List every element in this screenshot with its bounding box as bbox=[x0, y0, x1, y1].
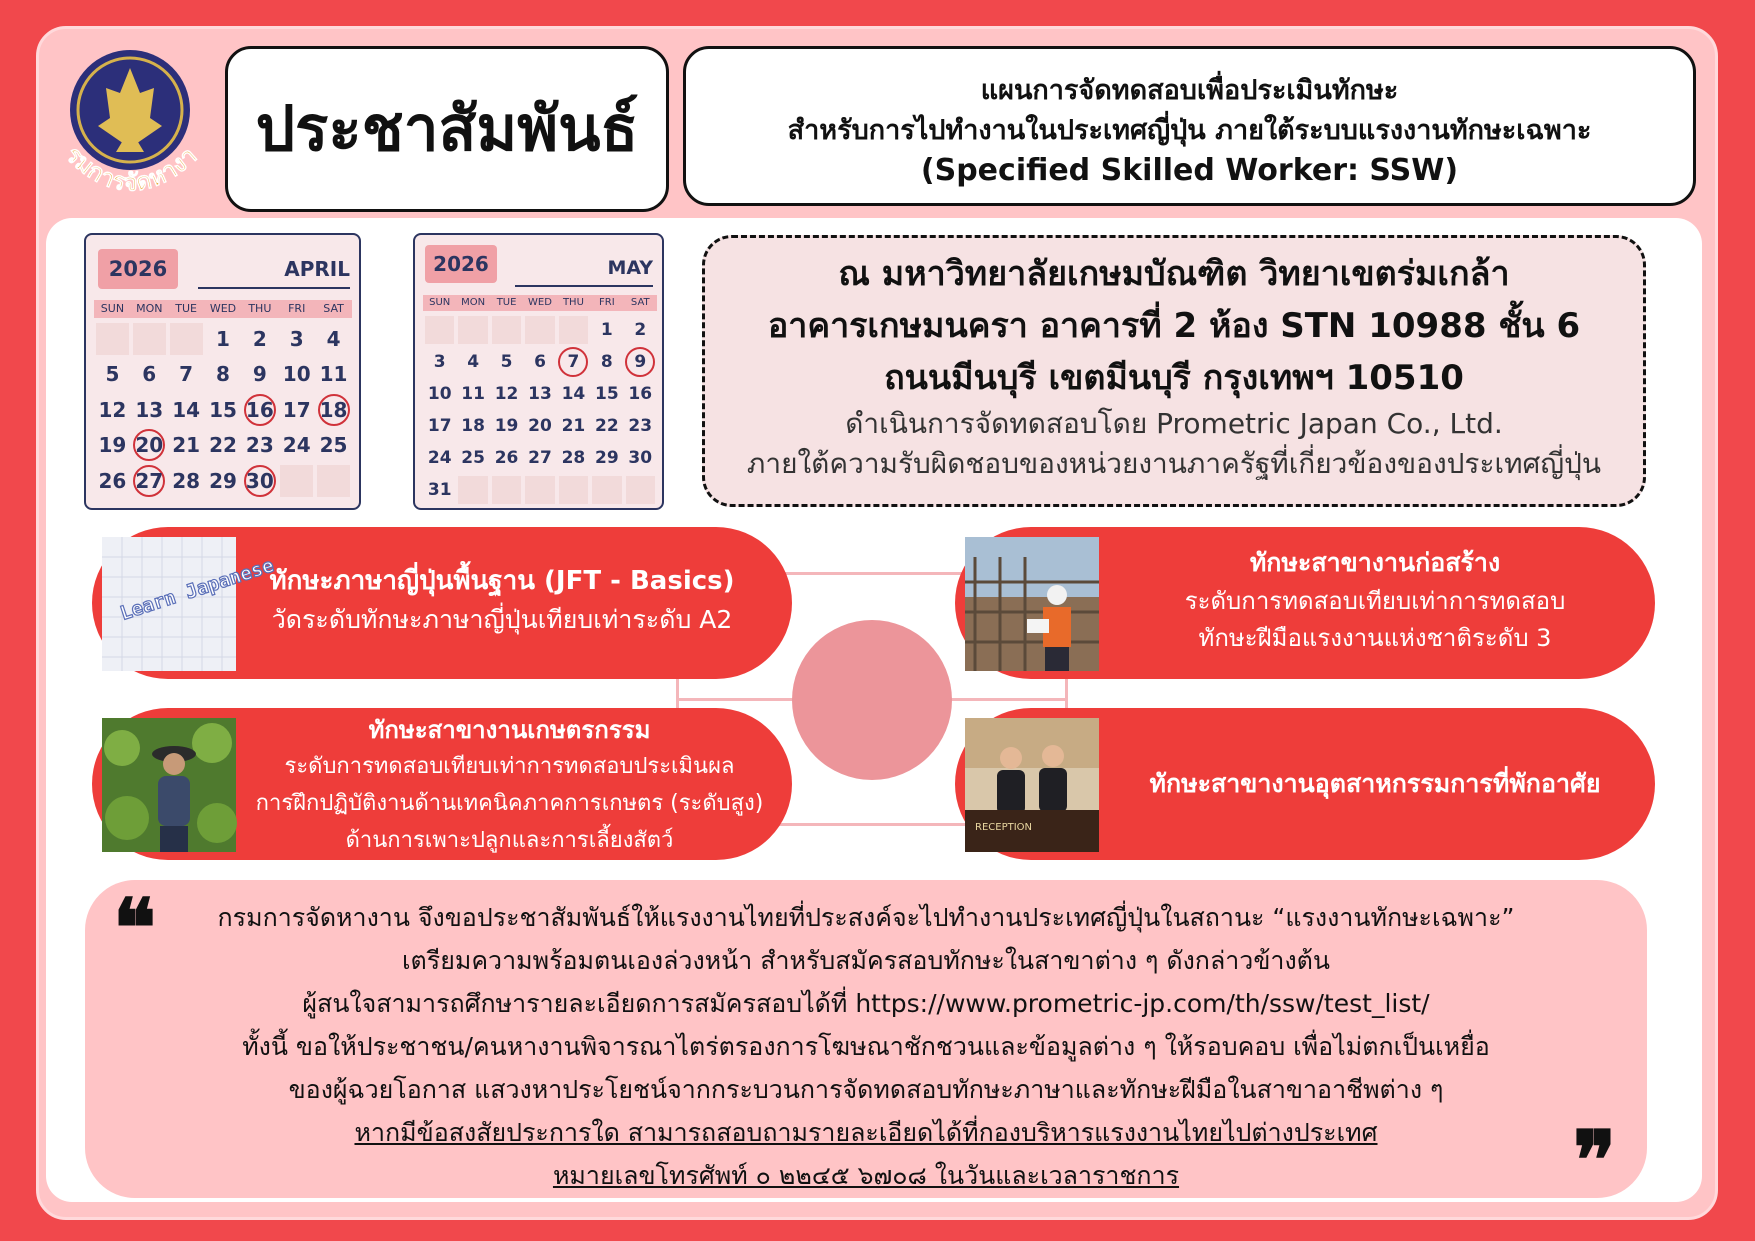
weekday-label: SUN bbox=[429, 297, 451, 308]
day-number: 22 bbox=[209, 433, 237, 458]
day-number: 3 bbox=[289, 326, 304, 351]
notice-line-2: เตรียมความพร้อมตนเองล่วงหน้า สำหรับสมัครสอบทักษะในสาขาต่าง ๆ ดังกล่าวข้างต้น bbox=[401, 946, 1330, 975]
calendar-day bbox=[423, 442, 456, 474]
day-number: 26 bbox=[98, 468, 127, 493]
calendar-day bbox=[205, 392, 242, 428]
calendar-empty-cell bbox=[490, 474, 523, 506]
day-number: 12 bbox=[494, 384, 519, 404]
notice-line-5: ของผู้ฉวยโอกาส แสวงหาประโยชน์จากกระบวนการจัดทดสอบทักษะภาษาและทักษะฝีมือในสาขาอาชีพต่าง ๆ bbox=[288, 1075, 1444, 1104]
day-number: 27 bbox=[528, 448, 552, 468]
calendar-day bbox=[523, 410, 556, 442]
day-number: 14 bbox=[172, 397, 201, 422]
day-number: 5 bbox=[105, 362, 120, 387]
skill-jft-pill bbox=[92, 527, 792, 679]
day-number: 29 bbox=[595, 448, 619, 468]
calendar-day bbox=[131, 392, 168, 428]
calendar-rule bbox=[198, 287, 350, 289]
calendar-day bbox=[168, 428, 205, 464]
calendar-day bbox=[423, 346, 456, 378]
venue-line-3: ถนนมีนบุรี เขตมีนบุรี กรุงเทพฯ 10510 bbox=[884, 358, 1464, 398]
day-number: 7 bbox=[179, 362, 194, 387]
calendar-empty-cell bbox=[590, 474, 623, 506]
calendar-day bbox=[205, 321, 242, 357]
skill-agriculture-title: ทักษะสาขางานเกษตรกรรม bbox=[368, 716, 651, 744]
calendar-month: APRIL bbox=[284, 257, 350, 281]
day-number: 19 bbox=[494, 416, 519, 436]
calendar-day bbox=[490, 378, 523, 410]
skill-agriculture-text bbox=[237, 712, 782, 859]
svg-text:RECEPTION: RECEPTION bbox=[975, 822, 1033, 833]
day-number: 11 bbox=[461, 384, 485, 404]
day-number: 1 bbox=[216, 326, 230, 351]
day-number: 25 bbox=[319, 433, 348, 458]
weekday-label: WED bbox=[209, 302, 237, 315]
calendar-day bbox=[131, 357, 168, 393]
skill-hotel-title: ทักษะสาขางานอุตสาหกรรมการที่พักอาศัย bbox=[1149, 769, 1601, 798]
calendar-empty-cell bbox=[523, 314, 556, 346]
pr-label: ประชาสัมพันธ์ bbox=[255, 92, 639, 165]
calendar-day bbox=[523, 378, 556, 410]
day-number: 20 bbox=[528, 416, 552, 436]
hotel-photo bbox=[965, 718, 1099, 852]
calendar-day bbox=[241, 428, 278, 464]
calendar-day bbox=[241, 321, 278, 357]
day-number: 29 bbox=[209, 468, 237, 493]
construction-worker-icon bbox=[965, 537, 1099, 671]
calendar-day bbox=[590, 314, 623, 346]
day-number: 9 bbox=[252, 362, 267, 387]
calendar-day bbox=[523, 442, 556, 474]
calendar-empty-cell bbox=[315, 463, 352, 499]
day-number: 15 bbox=[209, 397, 237, 422]
calendar-day bbox=[315, 392, 352, 428]
calendar-day bbox=[456, 346, 489, 378]
agriculture-photo bbox=[102, 718, 236, 852]
hotel-staff-icon bbox=[965, 718, 1099, 852]
day-number: 31 bbox=[427, 480, 452, 500]
notice-line-7: หมายเลขโทรศัพท์ ๐ ๒๒๔๕ ๖๗๐๘ ในวันและเวลาราชการ bbox=[552, 1161, 1180, 1190]
day-number: 21 bbox=[561, 416, 586, 436]
calendar-day bbox=[557, 346, 590, 378]
calendar-year: 2026 bbox=[425, 245, 497, 283]
calendar-empty-cell bbox=[456, 314, 489, 346]
skill-jft-text bbox=[232, 561, 772, 639]
weekday-label: SAT bbox=[323, 302, 344, 315]
calendar-day bbox=[315, 428, 352, 464]
skill-agriculture-desc-1: ระดับการทดสอบเทียบเท่าการทดสอบประเมินผล bbox=[284, 754, 735, 779]
highlighted-day: 9 bbox=[625, 347, 655, 377]
skill-agriculture-desc-3: ด้านการเพาะปลูกและการเลี้ยงสัตว์ bbox=[345, 828, 674, 853]
calendar-day bbox=[241, 392, 278, 428]
calendar-day bbox=[624, 442, 657, 474]
calendar-day bbox=[590, 442, 623, 474]
skill-construction-desc-1: ระดับการทดสอบเทียบเท่าการทดสอบ bbox=[1184, 587, 1566, 615]
construction-photo bbox=[965, 537, 1099, 671]
calendar-day bbox=[590, 378, 623, 410]
calendar-day bbox=[94, 357, 131, 393]
calendar-empty-cell bbox=[278, 463, 315, 499]
skill-hotel-text bbox=[1105, 764, 1645, 804]
calendar-empty-cell bbox=[131, 321, 168, 357]
day-number: 4 bbox=[326, 326, 341, 351]
day-number: 3 bbox=[433, 352, 446, 372]
calendar-empty-cell bbox=[523, 474, 556, 506]
calendar-year: 2026 bbox=[98, 249, 178, 289]
seal-icon bbox=[58, 48, 208, 208]
close-quote-icon: ❞ bbox=[1573, 1113, 1617, 1207]
calendar-day bbox=[423, 378, 456, 410]
day-number: 17 bbox=[282, 397, 311, 422]
highlighted-day: 7 bbox=[558, 347, 588, 377]
pr-label-box bbox=[225, 46, 669, 212]
skill-construction-text bbox=[1105, 543, 1645, 657]
day-number: 23 bbox=[628, 416, 653, 436]
notebook-icon bbox=[102, 537, 277, 671]
calendar-day bbox=[423, 474, 456, 506]
day-number: 19 bbox=[98, 433, 127, 458]
venue-line-1: ณ มหาวิทยาลัยเกษมบัณฑิต วิทยาเขตร่มเกล้า bbox=[838, 254, 1510, 294]
day-number: 1 bbox=[600, 320, 613, 340]
calendar-day bbox=[278, 321, 315, 357]
venue-line-4: ดำเนินการจัดทดสอบโดย Prometric Japan Co., Ltd. bbox=[845, 407, 1503, 440]
day-number: 2 bbox=[634, 320, 647, 340]
calendar-day bbox=[557, 442, 590, 474]
day-number: 8 bbox=[600, 352, 613, 372]
calendar-day bbox=[624, 346, 657, 378]
day-number: 21 bbox=[172, 433, 201, 458]
calendar-april bbox=[84, 233, 361, 510]
day-number: 23 bbox=[245, 433, 274, 458]
calendar-day bbox=[205, 357, 242, 393]
weekday-label: SUN bbox=[100, 302, 125, 315]
skill-construction-desc-2: ทักษะฝีมือแรงงานแห่งชาติระดับ 3 bbox=[1198, 624, 1552, 652]
calendar-month: MAY bbox=[607, 257, 653, 279]
day-number: 28 bbox=[172, 468, 201, 493]
calendar-day bbox=[490, 410, 523, 442]
day-number: 22 bbox=[595, 416, 619, 436]
calendar-day bbox=[490, 346, 523, 378]
skill-jft-title: ทักษะภาษาญี่ปุ่นพื้นฐาน (JFT - Basics) bbox=[269, 566, 735, 596]
day-number: 10 bbox=[282, 362, 311, 387]
notice-box bbox=[85, 880, 1647, 1207]
calendar-day bbox=[168, 357, 205, 393]
day-number: 16 bbox=[628, 384, 653, 404]
weekday-label: MON bbox=[136, 302, 163, 315]
skill-construction-title: ทักษะสาขางานก่อสร้าง bbox=[1249, 548, 1501, 577]
calendar-day bbox=[168, 463, 205, 499]
day-number: 13 bbox=[135, 397, 164, 422]
svg-text:Learn Japanese: Learn Japanese bbox=[117, 554, 277, 625]
calendar-day bbox=[315, 321, 352, 357]
calendar-empty-cell bbox=[423, 314, 456, 346]
calendar-day bbox=[205, 428, 242, 464]
day-number: 4 bbox=[467, 352, 480, 372]
calendar-day bbox=[94, 428, 131, 464]
calendar-empty-cell bbox=[456, 474, 489, 506]
calendar-day bbox=[523, 346, 556, 378]
day-number: 17 bbox=[427, 416, 452, 436]
calendar-rule bbox=[515, 285, 653, 287]
calendar-day bbox=[624, 410, 657, 442]
calendar-day bbox=[624, 378, 657, 410]
weekday-label: THU bbox=[562, 297, 584, 308]
day-number: 13 bbox=[528, 384, 552, 404]
center-circle bbox=[792, 620, 952, 780]
calendar-day bbox=[456, 410, 489, 442]
weekday-label: TUE bbox=[175, 302, 197, 315]
calendar-empty-cell bbox=[94, 321, 131, 357]
calendar-day bbox=[456, 378, 489, 410]
venue-line-2: อาคารเกษมนครา อาคารที่ 2 ห้อง STN 10988 ชั้น 6 bbox=[767, 306, 1581, 346]
day-number: 18 bbox=[461, 416, 485, 436]
calendar-day bbox=[205, 463, 242, 499]
calendar-day bbox=[131, 428, 168, 464]
day-number: 10 bbox=[427, 384, 452, 404]
venue-box bbox=[702, 235, 1646, 507]
calendar-day bbox=[557, 378, 590, 410]
calendar-day bbox=[278, 357, 315, 393]
day-number: 24 bbox=[282, 433, 311, 458]
title-line-3: (Specified Skilled Worker: SSW) bbox=[920, 153, 1459, 188]
title-line-2: สำหรับการไปทำงานในประเทศญี่ปุ่น ภายใต้ระบบแรงงานทักษะเฉพาะ bbox=[787, 115, 1592, 146]
weekday-label: WED bbox=[528, 297, 552, 308]
day-number: 24 bbox=[427, 448, 452, 468]
calendar-day bbox=[456, 442, 489, 474]
calendar-day bbox=[490, 442, 523, 474]
day-number: 28 bbox=[561, 448, 586, 468]
skill-hotel-pill bbox=[955, 708, 1655, 860]
calendar-empty-cell bbox=[168, 321, 205, 357]
day-number: 6 bbox=[534, 352, 546, 372]
title-box bbox=[683, 46, 1696, 206]
calendar-day bbox=[315, 357, 352, 393]
notice-line-3: ผู้สนใจสามารถศึกษารายละเอียดการสมัครสอบได้ที่ https://www.prometric-jp.com/th/ssw/test_list/ bbox=[302, 989, 1430, 1018]
weekday-label: TUE bbox=[496, 297, 517, 308]
skill-construction-pill bbox=[955, 527, 1655, 679]
highlighted-day: 16 bbox=[244, 394, 276, 426]
calendar-day bbox=[94, 392, 131, 428]
calendar-day bbox=[131, 463, 168, 499]
calendar-empty-cell bbox=[557, 314, 590, 346]
day-number: 25 bbox=[461, 448, 485, 468]
calendar-grid bbox=[94, 321, 352, 499]
calendar-weekdays bbox=[423, 295, 657, 311]
open-quote-icon: ❝ bbox=[113, 881, 157, 975]
calendar-day bbox=[241, 463, 278, 499]
calendar-weekdays bbox=[94, 300, 352, 318]
day-number: 2 bbox=[252, 326, 267, 351]
calendar-day bbox=[423, 410, 456, 442]
day-number: 12 bbox=[98, 397, 127, 422]
highlighted-day: 30 bbox=[244, 465, 276, 497]
venue-line-5: ภายใต้ความรับผิดชอบของหน่วยงานภาครัฐที่เกี่ยวข้องของประเทศญี่ปุ่น bbox=[746, 447, 1602, 480]
calendar-day bbox=[168, 392, 205, 428]
calendar-day bbox=[624, 314, 657, 346]
calendar-day bbox=[590, 346, 623, 378]
notice-line-1: กรมการจัดหางาน จึงขอประชาสัมพันธ์ให้แรงงานไทยที่ประสงค์จะไปทำงานประเทศญี่ปุ่นในสถานะ “แรงงานทักษะเฉพาะ” bbox=[217, 903, 1515, 932]
calendar-day bbox=[278, 392, 315, 428]
weekday-label: MON bbox=[461, 297, 486, 308]
day-number: 5 bbox=[500, 352, 513, 372]
day-number: 11 bbox=[319, 362, 348, 387]
learn-japanese-photo bbox=[102, 537, 277, 671]
svg-text:กรมการจัดหางาน: รมการจัดหางา bbox=[60, 140, 203, 197]
calendar-grid bbox=[423, 314, 657, 506]
calendar-may bbox=[413, 233, 664, 510]
calendar-day bbox=[278, 428, 315, 464]
notice-line-6: หากมีข้อสงสัยประการใด สามารถสอบถามรายละเอียดได้ที่กองบริหารแรงงานไทยไปต่างประเทศ bbox=[354, 1118, 1378, 1147]
skill-agriculture-pill bbox=[92, 708, 792, 860]
highlighted-day: 27 bbox=[133, 465, 165, 497]
weekday-label: FRI bbox=[288, 302, 306, 315]
calendar-day bbox=[94, 463, 131, 499]
title-line-1: แผนการจัดทดสอบเพื่อประเมินทักษะ bbox=[980, 75, 1399, 106]
farmer-icon bbox=[102, 718, 236, 852]
day-number: 8 bbox=[216, 362, 230, 387]
day-number: 30 bbox=[628, 448, 653, 468]
calendar-empty-cell bbox=[624, 474, 657, 506]
weekday-label: FRI bbox=[599, 297, 615, 308]
weekday-label: THU bbox=[248, 302, 272, 315]
calendar-day bbox=[590, 410, 623, 442]
day-number: 6 bbox=[142, 362, 157, 387]
weekday-label: SAT bbox=[630, 297, 650, 308]
day-number: 26 bbox=[494, 448, 519, 468]
calendar-empty-cell bbox=[490, 314, 523, 346]
highlighted-day: 18 bbox=[318, 394, 350, 426]
day-number: 15 bbox=[595, 384, 619, 404]
calendar-day bbox=[241, 357, 278, 393]
day-number: 14 bbox=[561, 384, 586, 404]
department-seal-logo bbox=[58, 48, 208, 208]
notice-line-4: ทั้งนี้ ขอให้ประชาชน/คนหางานพิจารณาไตร่ตรองการโฆษณาชักชวนและข้อมูลต่าง ๆ ให้รอบคอบ เพื่อไม่ตกเป็นเหยื่อ bbox=[242, 1032, 1490, 1061]
skill-jft-desc: วัดระดับทักษะภาษาญี่ปุ่นเทียบเท่าระดับ A2 bbox=[271, 605, 733, 634]
calendar-day bbox=[557, 410, 590, 442]
skill-agriculture-desc-2: การฝึกปฏิบัติงานด้านเทคนิคภาคการเกษตร (ระดับสูง) bbox=[255, 791, 764, 816]
calendar-empty-cell bbox=[557, 474, 590, 506]
highlighted-day: 20 bbox=[133, 429, 165, 461]
